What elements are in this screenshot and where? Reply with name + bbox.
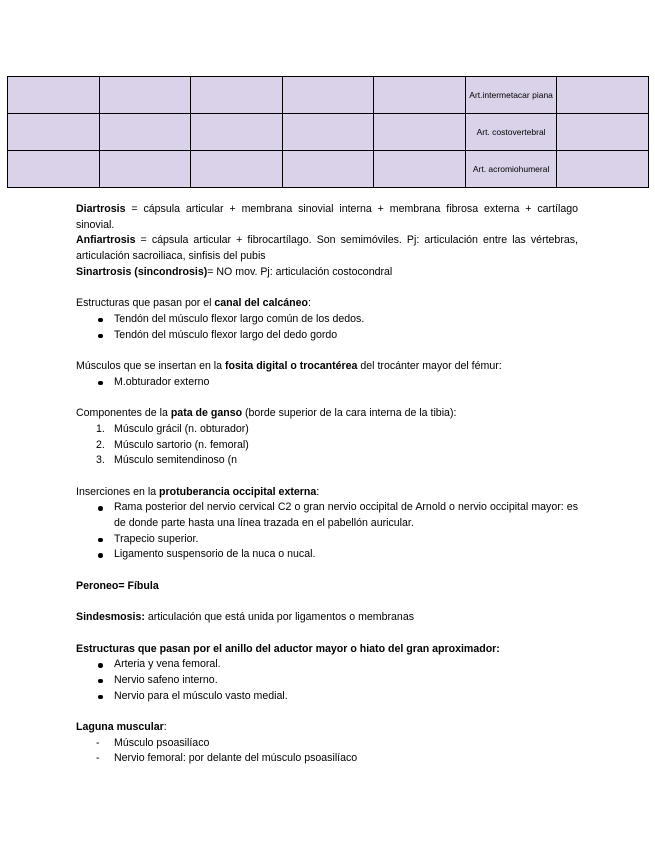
peroneo-line: Peroneo= Fíbula	[76, 579, 159, 592]
table-row	[8, 151, 649, 188]
table-cell	[282, 114, 374, 151]
notes-content	[76, 202, 578, 767]
anatomy-table	[7, 76, 649, 188]
table-cell	[557, 114, 649, 151]
table-cell	[99, 151, 191, 188]
table-cell	[374, 114, 466, 151]
aductor-heading: Estructuras que pasan por el anillo del aductor mayor o hiato del gran aproximador:	[76, 642, 500, 655]
protuberancia-heading: Inserciones en la protuberancia occipital externa:	[76, 485, 320, 498]
table-cell	[191, 114, 283, 151]
diartrosis-term: Diartrosis	[76, 203, 126, 215]
list-item: Rama posterior del nervio cervical C2 o gran nervio occipital de Arnold o nervio occipital mayor: es de donde parte hasta una línea trazada en el pabellón auricular.	[76, 500, 578, 531]
laguna-heading: Laguna muscular:	[76, 721, 167, 734]
pata-heading: Componentes de la pata de ganso (borde superior de la cara interna de la tibia):	[76, 407, 457, 420]
list-item: 3. Músculo semitendinoso (n	[96, 454, 238, 467]
list-item: Trapecio superior.	[76, 532, 578, 548]
list-item: M.obturador externo	[76, 375, 578, 391]
list-item: 2. Músculo sartorio (n. femoral)	[96, 438, 249, 451]
sinartrosis-paragraph	[76, 265, 578, 281]
protuberancia-list	[76, 500, 578, 563]
list-item: Tendón del músculo flexor largo del dedo gordo	[76, 328, 578, 344]
list-item: - Músculo psoasilíaco	[76, 736, 578, 752]
diartrosis-text: = cápsula articular + membrana sinovial interna + membrana fibrosa externa + cartílago sinovial.	[76, 203, 578, 231]
table-cell	[557, 151, 649, 188]
list-item: Arteria y vena femoral.	[76, 657, 578, 673]
table-cell	[374, 77, 466, 114]
anfiartrosis-text: = cápsula articular + fibrocartílago. Son semimóviles. Pj: articulación entre las vértebras, articulación sacroiliaca, sinfisis del pubis	[76, 234, 578, 263]
list-item: Tendón del músculo flexor largo común de los dedos.	[76, 312, 578, 328]
table-cell: Art. acromiohumeral	[465, 151, 557, 188]
table-cell	[557, 77, 649, 114]
table-row	[8, 77, 649, 114]
list-item: Nervio para el músculo vasto medial.	[76, 689, 578, 705]
list-item: Nervio safeno interno.	[76, 673, 578, 689]
list-item: - Nervio femoral: por delante del músculo psoasilíaco	[76, 751, 578, 767]
aductor-list	[76, 657, 578, 704]
table-cell	[8, 77, 100, 114]
table-cell	[282, 151, 374, 188]
table-cell	[99, 77, 191, 114]
list-item: 1. Músculo grácil (n. obturador)	[96, 422, 249, 435]
sinartrosis-text: = NO mov. Pj: articulación costocondral	[207, 265, 393, 278]
sinartrosis-term: Sinartrosis (sincondrosis)	[76, 265, 208, 278]
calcaneo-list	[76, 312, 578, 343]
fosita-list	[76, 375, 578, 391]
laguna-list	[76, 736, 578, 767]
table-cell: Art. costovertebral	[465, 114, 557, 151]
table-cell	[8, 151, 100, 188]
table-cell: Art.intermetacar piana	[465, 77, 557, 114]
table-cell	[374, 151, 466, 188]
table-row	[8, 114, 649, 151]
table-cell	[99, 114, 191, 151]
table-cell	[191, 77, 283, 114]
diartrosis-paragraph	[76, 202, 578, 233]
pata-list	[76, 422, 578, 469]
calcaneo-heading: Estructuras que pasan por el canal del calcáneo:	[76, 297, 311, 310]
table-cell	[282, 77, 374, 114]
list-item: Ligamento suspensorio de la nuca o nucal.	[76, 547, 578, 563]
anfiartrosis-term: Anfiartrosis	[76, 234, 136, 247]
table-cell	[191, 151, 283, 188]
anfiartrosis-paragraph	[76, 233, 578, 264]
table-cell	[8, 114, 100, 151]
sindesmosis-line: Sindesmosis: articulación que está unida por ligamentos o membranas	[76, 611, 415, 624]
fosita-heading: Músculos que se insertan en la fosita digital o trocantérea del trocánter mayor del fémur:	[76, 360, 502, 372]
